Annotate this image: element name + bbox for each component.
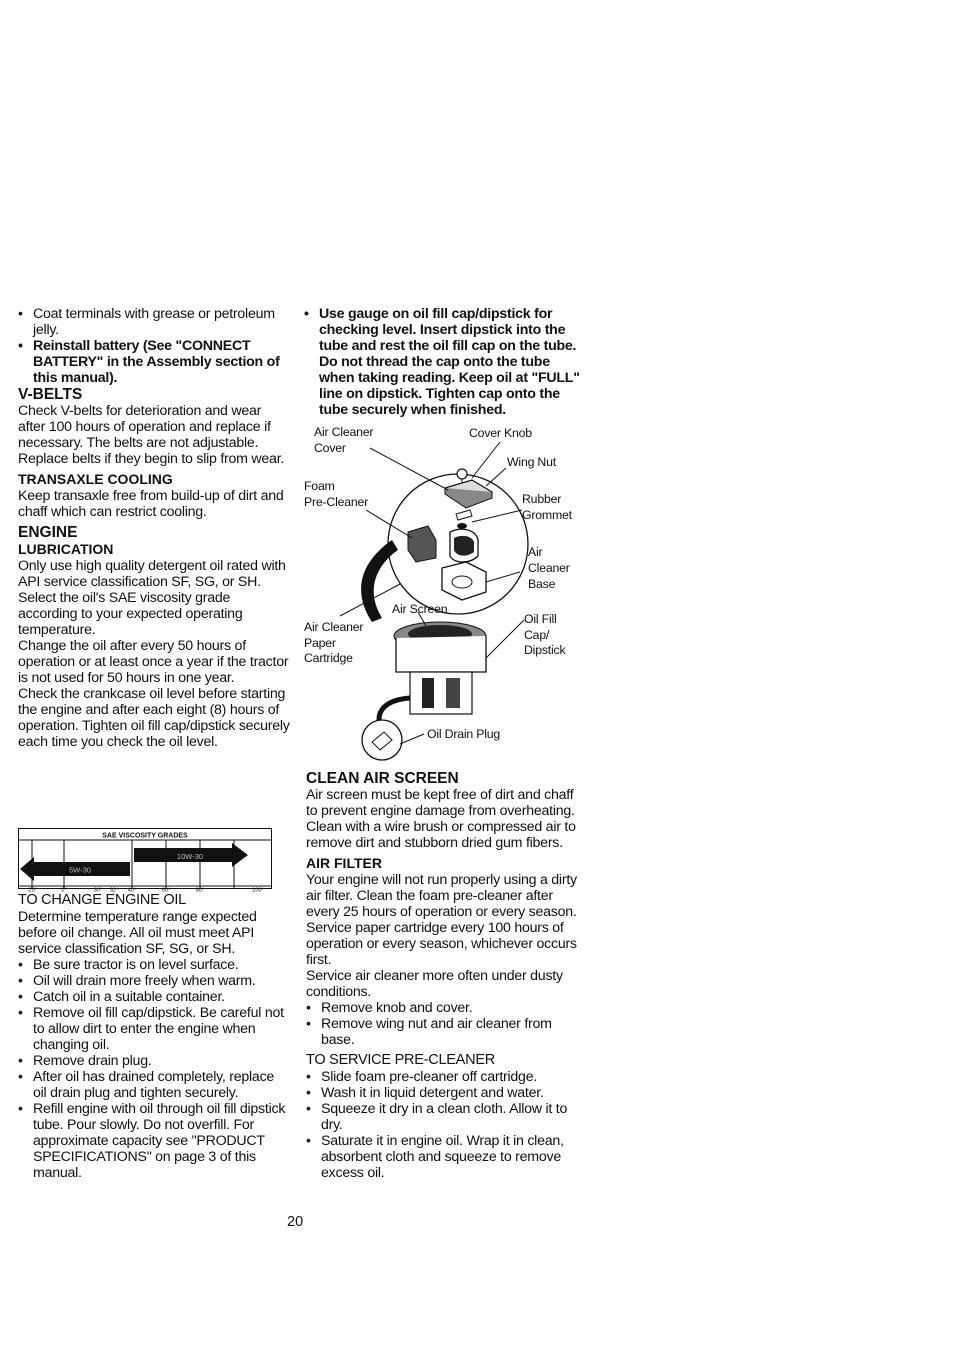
viscosity-chart-graphic xyxy=(18,828,272,892)
list-item: • Catch oil in a suitable container. xyxy=(18,989,290,1005)
label-base-1: Air xyxy=(528,545,543,559)
list-item: • Wash it in liquid detergent and water. xyxy=(306,1085,578,1101)
air-filter-text-2: Service air cleaner more often under dusty conditions. xyxy=(306,968,563,1000)
band-10w30-label: 10W-30 xyxy=(176,852,204,861)
band-5w30-label: 5W-30 xyxy=(69,865,91,875)
list-item: • Slide foam pre-cleaner off cartridge. xyxy=(306,1069,578,1085)
list-item: • After oil has drained completely, replace oil drain plug and tighten securely. xyxy=(18,1069,290,1101)
list-item: • Remove knob and cover. xyxy=(306,1000,578,1016)
label-base-2: Cleaner xyxy=(528,561,570,575)
list-item: • Remove wing nut and air cleaner from base. xyxy=(306,1016,578,1048)
pre-cleaner-heading: TO SERVICE PRE-CLEANER xyxy=(306,1052,495,1068)
vbelts-heading: V-BELTS xyxy=(18,386,83,403)
tick-label: 40° xyxy=(127,887,137,892)
list-item: • Reinstall battery (See "CONNECT BATTERY" in the Assembly section of this manual). xyxy=(18,338,290,386)
transaxle-text: Keep transaxle free from build-up of dirt and chaff which can restrict cooling. xyxy=(18,488,284,520)
list-item: • Be sure tractor is on level surface. xyxy=(18,957,290,973)
air-filter-heading: AIR FILTER xyxy=(306,855,382,871)
viscosity-chart xyxy=(18,828,272,892)
list-item: • Coat terminals with grease or petroleum jelly. xyxy=(18,306,290,338)
transaxle-heading: TRANSAXLE COOLING xyxy=(18,471,173,487)
label-cover-knob: Cover Knob xyxy=(469,426,532,440)
list-item: • Refill engine with oil through oil fill dipstick tube. Pour slowly. Do not overfill. For approximate capacity see "PRODUCT SPECIFICATIONS" on page 3 of this manual. xyxy=(18,1101,290,1181)
pre-cleaner-bullets xyxy=(306,1069,578,1181)
air-filter-bullets xyxy=(306,1000,578,1048)
label-air-screen: Air Screen xyxy=(392,602,448,616)
label-oilfill-3: Dipstick xyxy=(524,643,566,657)
right-column xyxy=(304,306,580,418)
lubrication-text-2: Change the oil after every 50 hours of operation or at least once a year if the tractor is not used for 50 hours in one year. xyxy=(18,638,289,686)
page-number: 20 xyxy=(287,1214,304,1230)
vbelts-text: Check V-belts for deterioration and wear after 100 hours of operation and replace if necessary. The belts are not adjustable. Replace belts if they begin to slip from wear. xyxy=(18,403,285,467)
tick-label: 100° xyxy=(252,887,264,892)
list-item: • Remove oil fill cap/dipstick. Be careful not to allow dirt to enter the engine when changing oil. xyxy=(18,1005,290,1053)
lubrication-text-1: Only use high quality detergent oil rated with API service classification SF, SG, or SH. Select the oil's SAE viscosity grade according to your expected operating temperature. xyxy=(18,558,286,638)
tick-label: 80° xyxy=(195,887,205,892)
tick-label: -20° xyxy=(26,887,38,892)
label-foam-1: Foam xyxy=(304,479,335,493)
change-oil-heading: TO CHANGE ENGINE OIL xyxy=(18,892,186,908)
lubrication-heading: LUBRICATION xyxy=(18,541,114,557)
label-wing-nut: Wing Nut xyxy=(507,455,556,469)
label-oilfill-2: Cap/ xyxy=(524,628,550,642)
air-cleaner-illustration xyxy=(300,422,590,767)
clean-air-screen-text: Air screen must be kept free of dirt and chaff to prevent engine damage from overheating. Clean with a wire brush or compressed air to remove dirt and stubborn dried gum fibers. xyxy=(306,787,576,851)
label-rubber-1: Rubber xyxy=(522,492,562,506)
label-paper-3: Cartridge xyxy=(304,651,353,665)
air-filter-text-1: Your engine will not run properly using a dirty air filter. Clean the foam pre-cleaner after every 25 hours of operation or every season. Service paper cartridge every 100 hours of operation or every season, whichever occurs first. xyxy=(306,872,577,968)
label-paper-2: Paper xyxy=(304,636,336,650)
label-paper-1: Air Cleaner xyxy=(304,620,364,634)
list-item: • Oil will drain more freely when warm. xyxy=(18,973,290,989)
battery-bullets xyxy=(18,306,290,386)
list-item: • Squeeze it dry in a clean cloth. Allow it to dry. xyxy=(306,1101,578,1133)
tick-label: 32° xyxy=(109,887,119,892)
chart-title: SAE VISCOSITY GRADES xyxy=(102,832,188,840)
tick-label: 30° xyxy=(93,887,103,892)
left-column xyxy=(18,306,290,750)
tick-label: 60° xyxy=(161,887,171,892)
label-rubber-2: Grommet xyxy=(522,508,572,522)
change-oil-section xyxy=(18,892,290,1181)
dipstick-bullets xyxy=(304,306,580,418)
tick-label: 0° xyxy=(61,887,67,892)
air-cleaner-diagram xyxy=(300,422,590,767)
label-oilfill-1: Oil Fill xyxy=(524,612,557,626)
label-foam-2: Pre-Cleaner xyxy=(304,495,369,509)
label-cover-2: Cover xyxy=(314,441,346,455)
engine-heading: ENGINE xyxy=(18,524,78,541)
list-item: • Saturate it in engine oil. Wrap it in clean, absorbent cloth and squeeze to remove excess oil. xyxy=(306,1133,578,1181)
label-drain-plug: Oil Drain Plug xyxy=(427,727,501,741)
change-oil-text: Determine temperature range expected before oil change. All oil must meet API service classification SF, SG, or SH. xyxy=(18,909,257,957)
list-item: • Remove drain plug. xyxy=(18,1053,290,1069)
list-item: • Use gauge on oil fill cap/dipstick for checking level. Insert dipstick into the tube and rest the oil fill cap on the tube. Do not thread the cap onto the tube when taking reading. Keep oil at "FULL" line on dipstick. Tighten cap onto the tube securely when finished. xyxy=(304,306,580,418)
clean-air-screen-heading: CLEAN AIR SCREEN xyxy=(306,770,459,787)
lubrication-text-3: Check the crankcase oil level before starting the engine and after each eight (8) hours of operation. Tighten oil fill cap/dipstick securely each time you check the oil level. xyxy=(18,686,290,750)
change-oil-bullets xyxy=(18,957,290,1181)
label-cover-1: Air Cleaner xyxy=(314,425,374,439)
label-base-3: Base xyxy=(528,577,556,591)
maintenance-section xyxy=(306,770,578,1181)
